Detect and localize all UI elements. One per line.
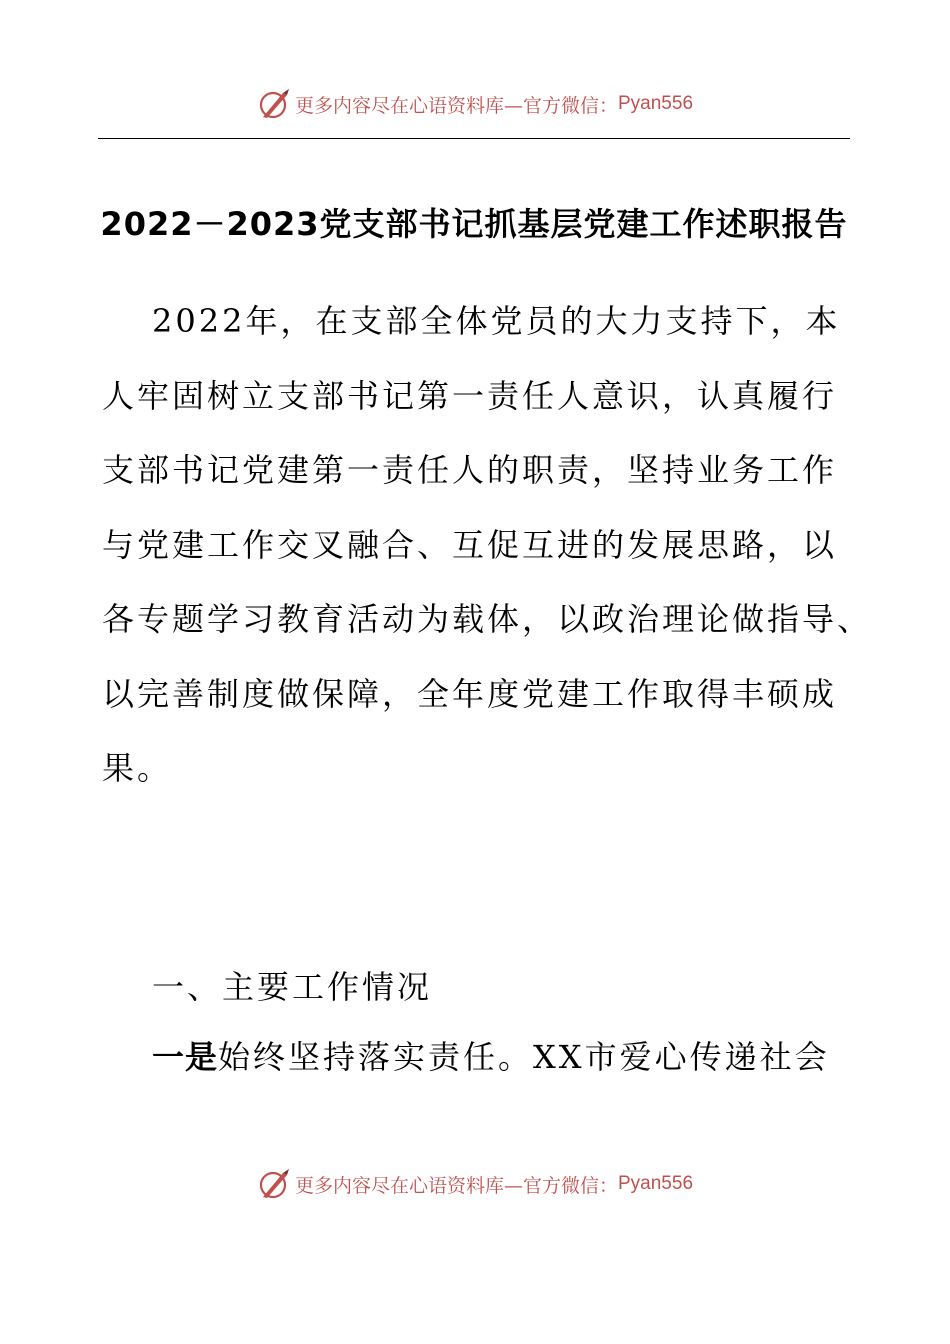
paragraph-line: 各专题学习教育活动为载体，以政治理论做指导、 bbox=[102, 600, 873, 638]
header-wechat-id: Pyan556 bbox=[618, 93, 694, 114]
point-lead: 一是 bbox=[152, 1038, 219, 1076]
header-promo-text: 更多内容尽在心语资料库—官方微信： bbox=[294, 94, 618, 117]
first-point-paragraph bbox=[152, 1020, 852, 1095]
paragraph-line: 以完善制度做保障，全年度党建工作取得丰硕成 bbox=[102, 674, 838, 713]
intro-paragraph bbox=[102, 284, 873, 806]
paragraph-line: 与党建工作交叉融合、互促互进的发展思路，以 bbox=[102, 525, 838, 564]
paragraph-line bbox=[152, 1020, 852, 1095]
paragraph-line: 果。 bbox=[102, 749, 173, 787]
footer-promo-text: 更多内容尽在心语资料库—官方微信： bbox=[294, 1174, 618, 1197]
quill-pen-logo-icon bbox=[257, 87, 291, 121]
paragraph-line: 2022年，在支部全体党员的大力支持下，本 bbox=[152, 302, 841, 340]
quill-pen-logo-icon bbox=[257, 1167, 291, 1201]
point-text: 始终坚持落实责任。XX市爱心传递社会 bbox=[218, 1038, 830, 1076]
section-heading: 一、主要工作情况 bbox=[152, 968, 433, 1006]
document-title: 2022－2023党支部书记抓基层党建工作述职报告 bbox=[100, 205, 848, 243]
footer-banner bbox=[0, 1164, 950, 1204]
footer-wechat-id: Pyan556 bbox=[618, 1173, 694, 1194]
paragraph-line: 人牢固树立支部书记第一责任人意识，认真履行 bbox=[102, 376, 838, 415]
header-banner bbox=[0, 84, 950, 124]
header-divider bbox=[98, 138, 850, 139]
paragraph-line: 支部书记党建第一责任人的职责，坚持业务工作 bbox=[102, 451, 838, 489]
